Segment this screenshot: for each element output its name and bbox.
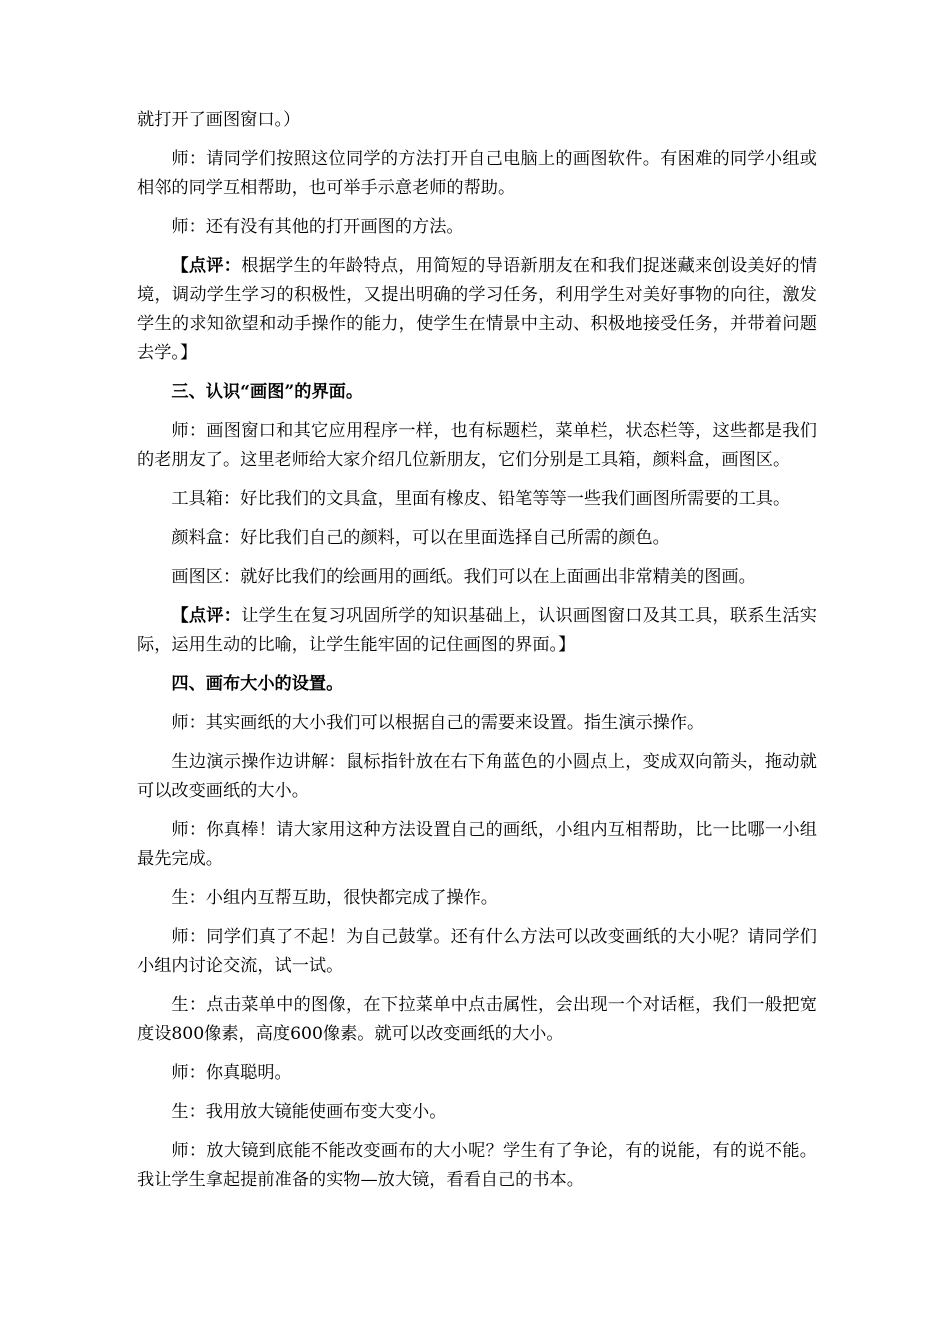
paragraph-13: 师：你真棒！请大家用这种方法设置自己的画纸，小组内互相帮助，比一比哪一小组最先完成。 (137, 820, 817, 869)
paragraph-17: 师：你真聪明。 (171, 1063, 292, 1083)
paragraph-5: 师：画图窗口和其它应用程序一样，也有标题栏，菜单栏，状态栏等，这些都是我们的老朋友了。这里老师给大家介绍几位新朋友，它们分别是工具箱，颜料盒，画图区。 (137, 421, 817, 470)
section-heading-4: 四、画布大小的设置。 (171, 674, 344, 694)
paragraph-1: 师：请同学们按照这位同学的方法打开自己电脑上的画图软件。有困难的同学小组或相邻的同学互相帮助，也可举手示意老师的帮助。 (137, 149, 817, 198)
section-heading-3: 三、认识“画图”的界面。 (171, 382, 364, 402)
paragraph-0: 就打开了画图窗口。） (137, 110, 301, 130)
paragraph-6: 工具箱：好比我们的文具盒，里面有橡皮、铅笔等等一些我们画图所需要的工具。 (171, 489, 791, 509)
document-page (137, 106, 817, 1205)
comment-text: 根据学生的年龄特点，用简短的导语新朋友在和我们捉迷藏来创设美好的情境，调动学生学习的积极性，又提出明确的学习任务，利用学生对美好事物的向往，激发学生的求知欲望和动手操作的能力，使学生在情景中主动、积极地接受任务，并带着问题去学。】 (137, 256, 817, 363)
paragraph-11: 师：其实画纸的大小我们可以根据自己的需要来设置。指生演示操作。 (171, 713, 705, 733)
comment-text: 让学生在复习巩固所学的知识基础上，认识画图窗口及其工具，联系生活实际，运用生动的比喻，让学生能牢固的记住画图的界面。】 (137, 606, 817, 655)
paragraph-14: 生：小组内互帮互助，很快都完成了操作。 (171, 888, 498, 908)
paragraph-7: 颜料盒：好比我们自己的颜料，可以在里面选择自己所需的颜色。 (171, 528, 670, 548)
comment-paragraph-1 (137, 252, 817, 368)
comment-paragraph-2 (137, 602, 817, 660)
paragraph-2: 师：还有没有其他的打开画图的方法。 (171, 217, 464, 237)
paragraph-18: 生：我用放大镜能使画布变大变小。 (171, 1102, 447, 1122)
paragraph-12: 生边演示操作边讲解：鼠标指针放在右下角蓝色的小圆点上，变成双向箭头，拖动就可以改变画纸的大小。 (137, 752, 817, 801)
paragraph-16: 生：点击菜单中的图像，在下拉菜单中点击属性，会出现一个对话框，我们一般把宽度设800像素，高度600像素。就可以改变画纸的大小。 (137, 995, 817, 1044)
paragraph-15: 师：同学们真了不起！为自己鼓掌。还有什么方法可以改变画纸的大小呢？请同学们小组内讨论交流，试一试。 (137, 927, 817, 976)
comment-label: 【点评： (171, 256, 242, 276)
comment-label: 【点评： (171, 606, 242, 626)
paragraph-8: 画图区：就好比我们的绘画用的画纸。我们可以在上面画出非常精美的图画。 (171, 567, 756, 587)
paragraph-19: 师：放大镜到底能不能改变画布的大小呢？学生有了争论，有的说能，有的说不能。我让学生拿起提前准备的实物—放大镜，看看自己的书本。 (137, 1141, 817, 1190)
